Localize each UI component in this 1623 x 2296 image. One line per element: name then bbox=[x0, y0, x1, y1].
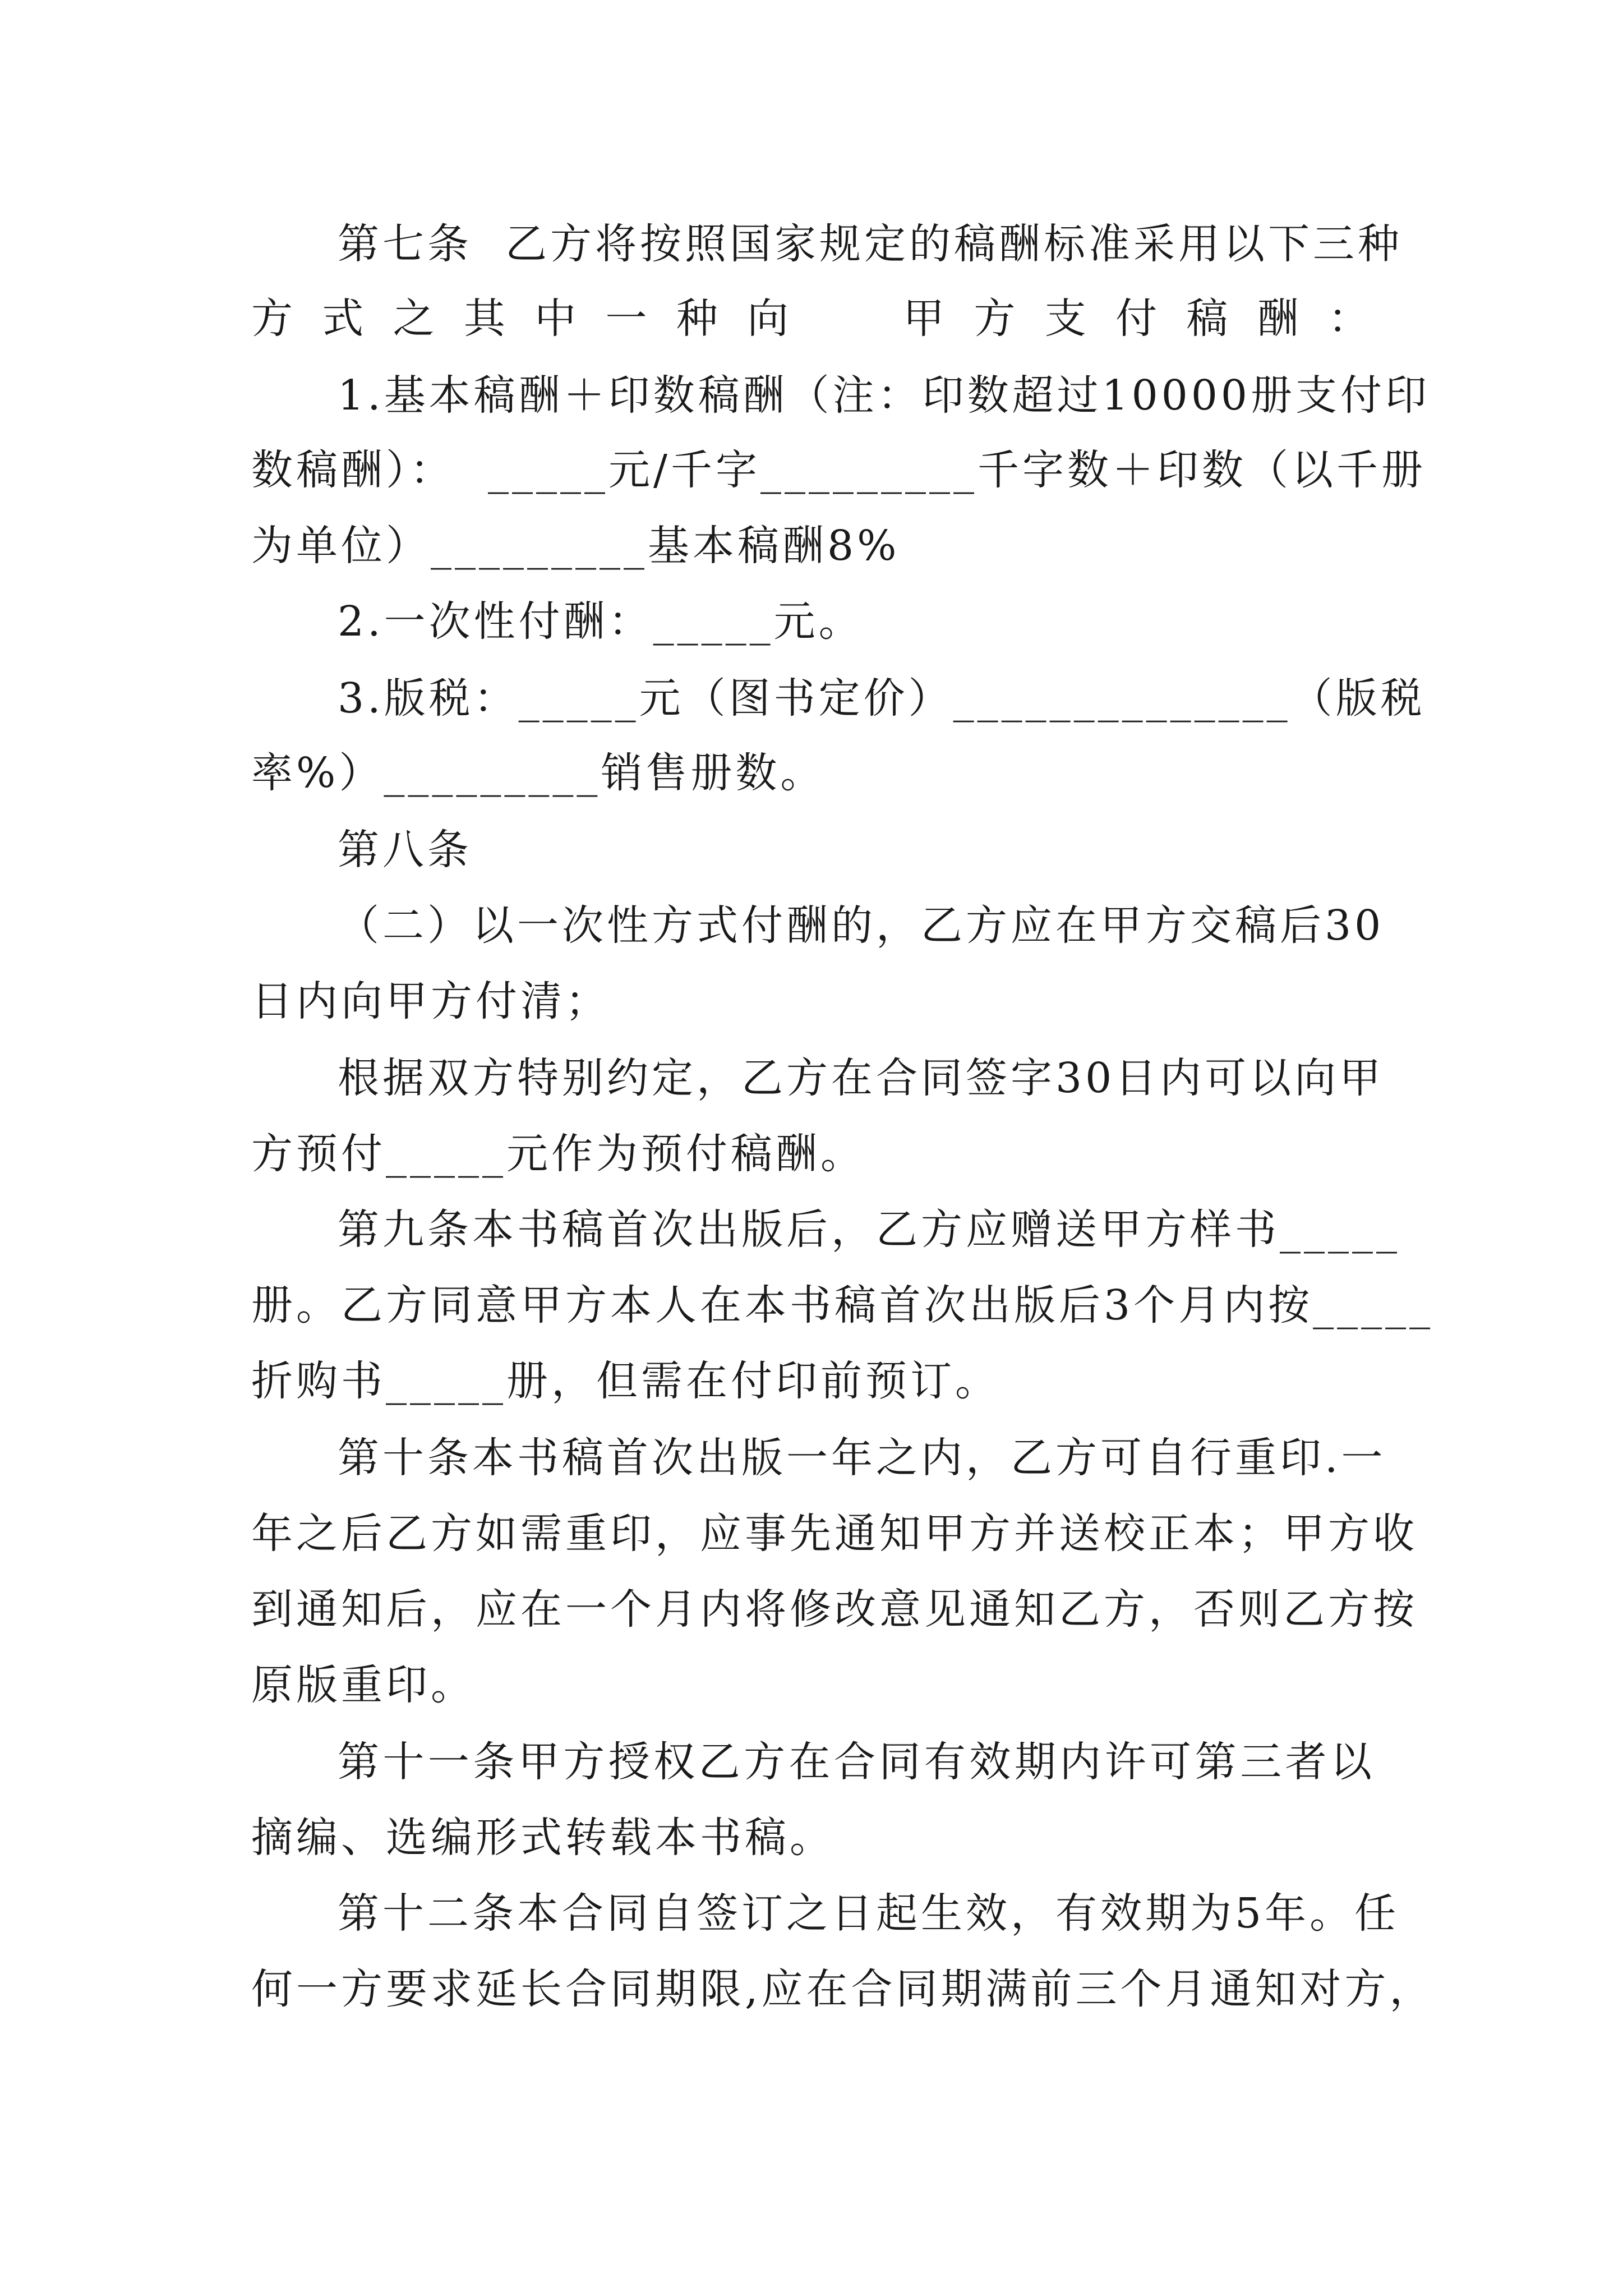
text-line: 3.版税：_____元（图书定价）______________（版税 bbox=[338, 674, 1426, 723]
text-line: 到通知后，应在一个月内将修改意见通知乙方，否则乙方按 bbox=[251, 1585, 1418, 1634]
text-line: 方预付_____元作为预付稿酬。 bbox=[251, 1130, 865, 1178]
text-line: 第十二条本合同自签订之日起生效，有效期为5年。任 bbox=[338, 1889, 1400, 1938]
text-line: 第十条本书稿首次出版一年之内，乙方可自行重印.一 bbox=[338, 1434, 1386, 1482]
text-line: 何一方要求延长合同期限,应在合同期满前三个月通知对方， bbox=[251, 1965, 1435, 2013]
text-line: （二）以一次性方式付酬的，乙方应在甲方交稿后30 bbox=[338, 901, 1385, 950]
text-line: 日内向甲方付清； bbox=[251, 977, 610, 1025]
text-line: 第七条 乙方将按照国家规定的稿酬标准采用以下三种 bbox=[338, 220, 1403, 268]
section-heading: 第八条 bbox=[338, 826, 472, 874]
text-line: 1.基本稿酬＋印数稿酬（注：印数超过10000册支付印 bbox=[338, 371, 1431, 420]
text-line: 方式之其中一种向 甲方支付稿酬： bbox=[251, 295, 1373, 343]
text-line: 第十一条甲方授权乙方在合同有效期内许可第三者以 bbox=[338, 1738, 1375, 1786]
text-line: 册。乙方同意甲方本人在本书稿首次出版后3个月内按_____ bbox=[251, 1281, 1434, 1329]
text-line: 根据双方特别约定，乙方在合同签字30日内可以向甲 bbox=[338, 1054, 1385, 1102]
text-line: 原版重印。 bbox=[251, 1661, 476, 1709]
text-line: 率%）_________销售册数。 bbox=[251, 749, 826, 797]
text-line: 摘编、选编形式转载本书稿。 bbox=[251, 1814, 834, 1862]
text-line: 年之后乙方如需重印，应事先通知甲方并送校正本；甲方收 bbox=[251, 1510, 1418, 1558]
text-line: 折购书_____册，但需在付印前预订。 bbox=[251, 1357, 1000, 1405]
text-line: 2.一次性付酬：_____元。 bbox=[338, 597, 864, 646]
text-line: 第九条本书稿首次出版后，乙方应赠送甲方样书_____ bbox=[338, 1205, 1400, 1254]
text-line: 为单位）_________基本稿酬8% bbox=[251, 522, 900, 570]
text-line: 数稿酬）： _____元/千字_________千字数＋印数（以千册 bbox=[251, 446, 1426, 494]
